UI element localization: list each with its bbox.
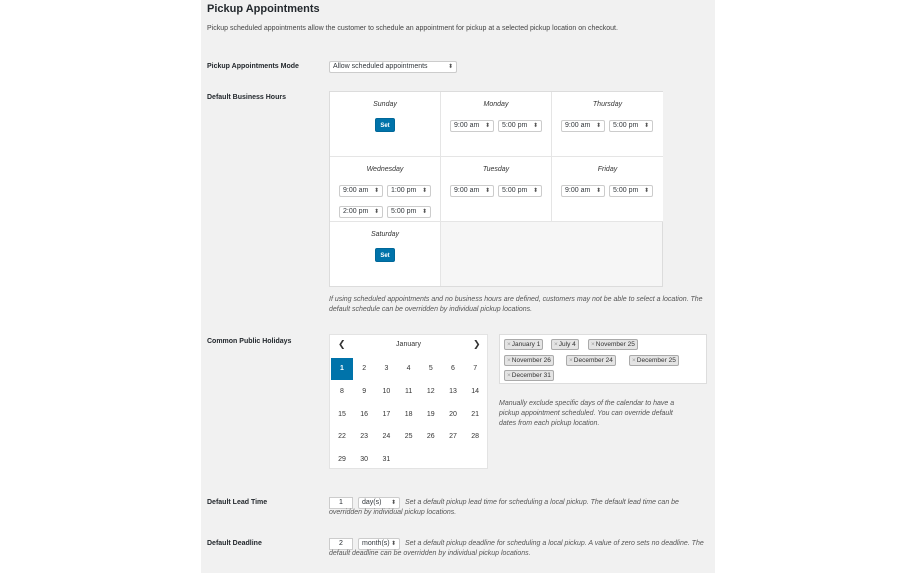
calendar-day[interactable]: 24 — [382, 433, 391, 441]
calendar-day[interactable]: 1 — [331, 358, 353, 380]
select-arrow-icon: ⬍ — [421, 209, 427, 215]
wednesday-close1-select[interactable] — [387, 185, 431, 197]
select-arrow-icon: ⬍ — [373, 188, 379, 194]
monday-open-value: 9:00 am — [454, 122, 480, 129]
calendar-day[interactable]: 23 — [360, 433, 369, 441]
calendar-day[interactable]: 28 — [471, 433, 480, 441]
calendar-day[interactable]: 12 — [426, 387, 435, 395]
day-name-tuesday: Tuesday — [482, 166, 510, 173]
calendar-day[interactable]: 17 — [382, 410, 391, 418]
holiday-tag[interactable] — [629, 355, 679, 366]
remove-tag-icon[interactable]: × — [554, 341, 558, 348]
select-arrow-icon: ⬍ — [532, 123, 538, 129]
remove-tag-icon[interactable]: × — [632, 356, 636, 364]
calendar-day[interactable]: 13 — [449, 387, 457, 395]
remove-tag-icon[interactable]: × — [507, 341, 511, 348]
deadline-input[interactable]: 2 — [329, 538, 353, 550]
holiday-tag[interactable] — [504, 370, 554, 381]
calendar-day[interactable]: 14 — [471, 387, 480, 395]
calendar-day[interactable]: 2 — [362, 365, 367, 372]
remove-tag-icon[interactable]: × — [591, 341, 595, 348]
business-hours-note: If using scheduled appointments and no business hours are defined, customers may not be able to select a location. The default schedule can be overridden by individual pickup locations. — [329, 296, 703, 313]
monday-open-select[interactable] — [450, 120, 494, 132]
remove-tag-icon[interactable]: × — [569, 356, 573, 364]
holiday-tag-label: July 4 — [558, 341, 576, 348]
mode-select-value: Allow scheduled appointments — [333, 63, 428, 70]
remove-tag-icon[interactable]: × — [507, 372, 511, 379]
select-arrow-icon: ⬍ — [643, 123, 649, 129]
remove-tag-icon[interactable]: × — [507, 356, 511, 364]
thursday-close-value: 5:00 pm — [613, 122, 639, 129]
day-name-sunday: Sunday — [373, 101, 397, 108]
holiday-tag[interactable] — [504, 339, 543, 350]
deadline-note: Set a default pickup deadline for scheduling a local pickup. A value of zero sets no deadline. The default deadline can be overridden by individual pickup locations. — [329, 540, 704, 557]
calendar-day[interactable]: 6 — [451, 365, 455, 372]
wednesday-open2-value: 2:00 pm — [343, 208, 369, 215]
monday-close-value: 5:00 pm — [502, 122, 528, 129]
lead-time-input[interactable]: 1 — [329, 497, 353, 509]
holiday-tag-label: January 1 — [511, 341, 541, 348]
holiday-tag-label: December 25 — [636, 356, 676, 364]
calendar-day[interactable]: 10 — [382, 387, 391, 395]
holiday-tag-label: December 31 — [511, 372, 551, 379]
lead-time-unit-value: day(s) — [362, 499, 382, 506]
business-hours-grid — [329, 91, 663, 287]
tuesday-open-value: 9:00 am — [454, 187, 480, 194]
select-arrow-icon: ⬍ — [595, 188, 601, 194]
business-hours-label: Default Business Hours — [207, 94, 286, 101]
calendar-day[interactable]: 9 — [362, 387, 367, 395]
calendar-day[interactable]: 20 — [449, 410, 457, 418]
calendar-day[interactable]: 26 — [426, 433, 435, 441]
saturday-set-button[interactable]: Set — [375, 248, 395, 262]
select-arrow-icon: ⬍ — [421, 188, 427, 194]
calendar-day[interactable]: 21 — [471, 410, 480, 418]
sunday-set-button[interactable]: Set — [375, 118, 395, 132]
holiday-tag[interactable] — [551, 339, 579, 350]
calendar-day[interactable]: 29 — [338, 456, 346, 464]
day-cell-monday — [441, 92, 552, 157]
calendar-day[interactable]: 7 — [473, 365, 478, 372]
calendar-day[interactable]: 18 — [404, 410, 413, 418]
wednesday-open1-select[interactable] — [339, 185, 383, 197]
day-cell-wednesday — [330, 157, 441, 222]
select-arrow-icon: ⬍ — [643, 188, 649, 194]
day-cell-friday — [552, 157, 663, 222]
select-arrow-icon: ⬍ — [447, 64, 453, 70]
calendar-day[interactable]: 5 — [428, 365, 433, 372]
day-cell-thursday — [552, 92, 663, 157]
calendar-day[interactable]: 22 — [338, 433, 346, 441]
calendar-day[interactable]: 15 — [338, 410, 346, 418]
holidays-note: Manually exclude specific days of the calendar to have a pickup appointment scheduled. You can override default dates from each pickup location. — [499, 400, 675, 427]
calendar-day[interactable]: 31 — [382, 456, 391, 464]
wednesday-close2-select[interactable] — [387, 206, 431, 218]
day-cell-saturday — [330, 222, 441, 286]
calendar-day[interactable]: 11 — [404, 387, 413, 395]
calendar-day[interactable]: 27 — [449, 433, 457, 441]
calendar-day[interactable]: 19 — [426, 410, 435, 418]
thursday-close-select[interactable] — [609, 120, 653, 132]
holidays-label: Common Public Holidays — [207, 338, 292, 345]
holiday-calendar — [329, 334, 488, 469]
day-cell-sunday — [330, 92, 441, 157]
mode-label: Pickup Appointments Mode — [207, 63, 299, 70]
calendar-next-icon[interactable]: ❯ — [473, 339, 481, 349]
select-arrow-icon: ⬍ — [390, 500, 396, 506]
wednesday-open2-select[interactable] — [339, 206, 383, 218]
thursday-open-value: 9:00 am — [565, 122, 591, 129]
page-title: Pickup Appointments — [207, 3, 320, 15]
holiday-tag[interactable] — [588, 339, 638, 350]
select-arrow-icon: ⬍ — [484, 188, 490, 194]
calendar-day[interactable]: 3 — [384, 365, 389, 372]
day-name-thursday: Thursday — [592, 101, 623, 108]
holiday-tag[interactable] — [566, 355, 616, 366]
select-arrow-icon: ⬍ — [595, 123, 601, 129]
deadline-label: Default Deadline — [207, 540, 262, 547]
holiday-tag-label: December 24 — [573, 356, 613, 364]
calendar-day[interactable]: 25 — [404, 433, 413, 441]
day-name-monday: Monday — [483, 101, 509, 108]
friday-open-select[interactable] — [561, 185, 605, 197]
wednesday-close1-value: 1:00 pm — [391, 187, 417, 194]
settings-panel — [201, 0, 715, 573]
select-arrow-icon: ⬍ — [390, 541, 396, 547]
holiday-tag[interactable] — [504, 355, 554, 366]
tuesday-open-select[interactable] — [450, 185, 494, 197]
calendar-day[interactable]: 8 — [340, 387, 344, 395]
friday-open-value: 9:00 am — [565, 187, 591, 194]
holiday-tags-box[interactable] — [499, 334, 707, 384]
select-arrow-icon: ⬍ — [373, 209, 379, 215]
select-arrow-icon: ⬍ — [532, 188, 538, 194]
monday-close-select[interactable] — [498, 120, 542, 132]
day-name-friday: Friday — [597, 166, 618, 173]
calendar-day[interactable]: 4 — [406, 365, 411, 372]
tuesday-close-select[interactable] — [498, 185, 542, 197]
mode-select[interactable] — [329, 61, 457, 73]
select-arrow-icon: ⬍ — [484, 123, 490, 129]
lead-time-note: Set a default pickup lead time for scheduling a local pickup. The default lead time can be overridden by individual pickup locations. — [329, 499, 679, 516]
wednesday-open1-value: 9:00 am — [343, 187, 369, 194]
day-name-saturday: Saturday — [370, 231, 400, 238]
tuesday-close-value: 5:00 pm — [502, 187, 528, 194]
thursday-open-select[interactable] — [561, 120, 605, 132]
calendar-day[interactable]: 30 — [360, 456, 369, 464]
lead-time-label: Default Lead Time — [207, 499, 268, 506]
calendar-month: January — [396, 341, 421, 348]
calendar-prev-icon[interactable]: ❮ — [338, 339, 346, 349]
day-name-wednesday: Wednesday — [366, 166, 404, 173]
friday-close-select[interactable] — [609, 185, 653, 197]
deadline-unit-value: month(s) — [362, 540, 390, 547]
day-cell-tuesday — [441, 157, 552, 222]
holiday-tag-label: November 25 — [595, 341, 635, 348]
page-description: Pickup scheduled appointments allow the customer to schedule an appointment for pickup at a selected pickup location on checkout. — [207, 25, 618, 32]
holiday-tag-label: November 26 — [511, 356, 551, 364]
friday-close-value: 5:00 pm — [613, 187, 639, 194]
calendar-day[interactable]: 16 — [360, 410, 369, 418]
wednesday-close2-value: 5:00 pm — [391, 208, 417, 215]
